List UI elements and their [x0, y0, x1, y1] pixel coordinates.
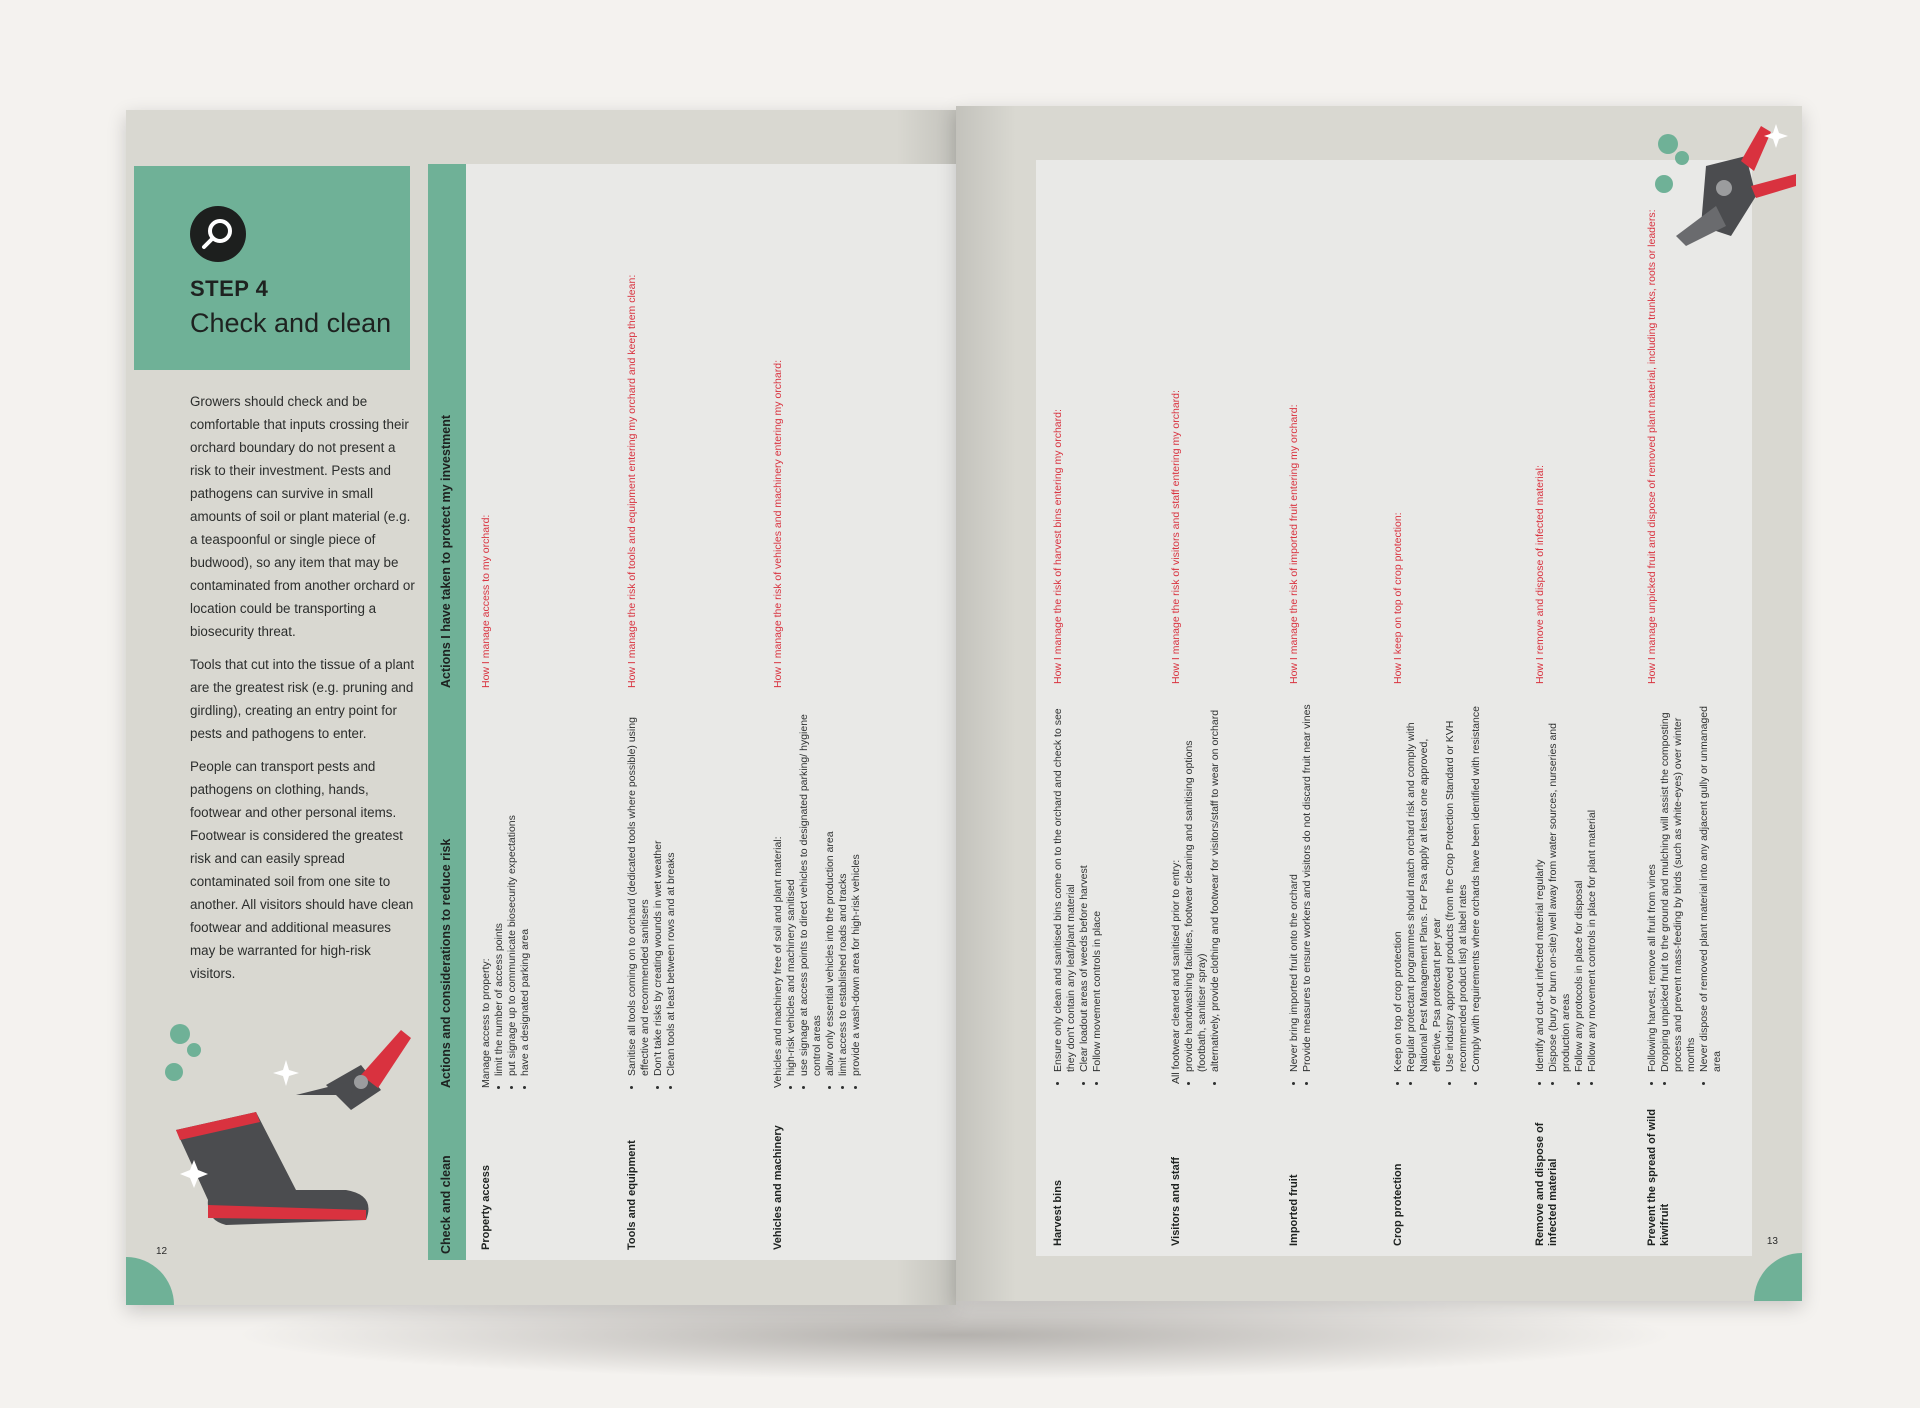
step-label: STEP 4 [190, 276, 269, 301]
row-bullet: • have a designated parking area [519, 708, 532, 1076]
row-bullet: • Regular protectant programmes should match orchard risk and comply with National Pest Management Plans. For Psa apply at least one approved, effective, Psa protectant per year [1405, 704, 1444, 1072]
row-question: How I manage the risk of imported fruit entering my orchard: [1288, 404, 1300, 684]
row-bullet: • use signage at access points to direct vehicles to designated parking/ hygiene control areas [798, 708, 824, 1076]
row-bullet: • Dropping unpicked fruit to the ground and mulching will assist the composting process and prevent mass-feeding by birds (such as white-eyes) over winter months [1659, 704, 1698, 1072]
row-bullet: • Clear loadout areas of weeds before harvest [1078, 704, 1091, 1072]
table-row [612, 164, 759, 1260]
page-number: 12 [156, 1246, 168, 1257]
row-bullet: • provide a wash-down area for high-risk vehicles [850, 708, 863, 1076]
row-bullet: • provide handwashing facilities, footwear cleaning and sanitising options (footbath, sanitiser spray) [1183, 704, 1209, 1072]
row-question: How I manage the risk of visitors and staff entering my orchard: [1170, 390, 1182, 684]
header-actions: Actions and considerations to reduce risk [439, 838, 453, 1088]
table-row [1376, 160, 1519, 1256]
intro-paragraph: Growers should check and be comfortable that inputs crossing their orchard boundary do not present a risk to their investment. Pests and pathogens can survive in small amounts of soil or plant material (e.g. a teaspoonful or single piece of budwood), so any item that may be contaminated from another orchard or location could be transporting a biosecurity threat. [190, 394, 415, 639]
pruners-illustration [1646, 116, 1796, 286]
table-row [466, 164, 613, 1260]
left-page [126, 110, 956, 1305]
row-bullet: • Don't take risks by creating wounds in wet weather [652, 708, 665, 1076]
step-title: Check and clean [190, 308, 392, 338]
row-bullet: • alternatively, provide clothing and footwear for visitors/staff to wear on orchard [1209, 704, 1222, 1072]
row-actions [1052, 704, 1104, 1084]
row-question: How I manage unpicked fruit and dispose of removed plant material, including trunks, roots or leaders: [1646, 209, 1658, 684]
row-intro: All footwear cleaned and sanitised prior to entry: [1170, 859, 1182, 1084]
checklist-table-left [428, 164, 956, 1260]
row-actions [772, 708, 863, 1088]
row-name: Vehicles and machinery [772, 1125, 784, 1250]
row-bullet: • Ensure only clean and sanitised bins come on to the orchard and check to see they don't contain any leaf/plant material [1052, 704, 1078, 1072]
page-number: 13 [1766, 1236, 1778, 1247]
intro-paragraph: People can transport pests and pathogens on clothing, hands, footwear and other personal items. Footwear is considered the greatest risk and can easily spread contaminated soil from one site to another. All visitors should have clean footwear and additional measures may be warranted for high-risk visitors. [190, 759, 414, 981]
row-bullet: • allow only essential vehicles into the production area [824, 708, 837, 1076]
corner-tab [1754, 1253, 1802, 1301]
table-row [1272, 160, 1377, 1256]
table-row [1154, 160, 1273, 1256]
row-actions [626, 708, 678, 1088]
row-name: Remove and dispose of infected material [1534, 1122, 1559, 1246]
row-bullet: • Follow any protocols in place for disposal [1573, 704, 1586, 1072]
row-bullet: • Never dispose of removed plant material into any adjacent gully or unmanaged area [1698, 704, 1724, 1072]
checklist-table-right [1036, 160, 1752, 1256]
table-row [1036, 160, 1155, 1256]
boot-pruners-illustration [146, 1020, 426, 1250]
row-question: How I manage access to my orchard: [480, 514, 492, 688]
table-row [1630, 160, 1752, 1256]
table-row [758, 164, 905, 1260]
row-actions [1170, 704, 1222, 1084]
step-header-box [134, 166, 410, 370]
right-page [956, 106, 1802, 1301]
row-actions [1392, 704, 1483, 1084]
row-name: Imported fruit [1288, 1174, 1300, 1246]
row-actions [1646, 704, 1724, 1084]
row-bullet: • Dispose (bury or burn on-site) well away from water sources, nurseries and production areas [1547, 704, 1573, 1072]
header-check-and-clean: Check and clean [439, 1155, 453, 1254]
row-question: How I keep on top of crop protection: [1392, 512, 1404, 684]
header-actions-taken: Actions I have taken to protect my investment [439, 415, 453, 688]
row-bullet: • Following harvest, remove all fruit from vines [1646, 704, 1659, 1072]
row-name: Prevent the spread of wild kiwifruit [1646, 1109, 1671, 1246]
row-name: Crop protection [1392, 1163, 1404, 1246]
row-actions [1534, 704, 1599, 1084]
row-actions [1288, 704, 1314, 1084]
row-name: Tools and equipment [626, 1140, 638, 1250]
row-bullet: • Keep on top of crop protection [1392, 704, 1405, 1072]
row-name: Visitors and staff [1170, 1156, 1182, 1246]
row-bullet: • limit the number of access points [493, 708, 506, 1076]
row-bullet: • high-risk vehicles and machinery sanitised [785, 708, 798, 1076]
row-bullet: • put signage up to communicate biosecurity expectations [506, 708, 519, 1076]
row-bullet: • Clean tools at least between rows and at breaks [665, 708, 678, 1076]
row-bullet: • Follow any movement controls in place for plant material [1586, 704, 1599, 1072]
row-name: Property access [480, 1165, 492, 1250]
table-row [1518, 160, 1631, 1256]
intro-text [190, 390, 415, 995]
table-header-column [428, 164, 466, 1260]
row-bullet: • Sanitise all tools coming on to orchard (dedicated tools where possible) using effective and recommended sanitisers [626, 708, 652, 1076]
row-bullet: • Provide measures to ensure workers and visitors do not discard fruit near vines [1301, 704, 1314, 1072]
row-bullet: • limit access to established roads and tracks [837, 708, 850, 1076]
row-question: How I manage the risk of tools and equipment entering my orchard and keep them clean: [626, 274, 638, 688]
search-icon [190, 206, 246, 262]
row-question: How I remove and dispose of infected material: [1534, 465, 1546, 684]
row-name: Harvest bins [1052, 1179, 1064, 1246]
corner-tab [126, 1257, 174, 1305]
row-bullet: • Never bring imported fruit onto the orchard [1288, 704, 1301, 1072]
row-bullet: • Follow movement controls in place [1091, 704, 1104, 1072]
row-bullet: • Use industry approved products (from the Crop Protection Standard or KVH recommended product list) at label rates [1444, 704, 1470, 1072]
gutter-shade [956, 106, 1016, 1301]
row-intro: Manage access to property: [480, 958, 492, 1088]
row-question: How I manage the risk of harvest bins entering my orchard: [1052, 409, 1064, 684]
row-bullet: • Identify and cut-out infected material regularly [1534, 704, 1547, 1072]
row-actions [480, 708, 532, 1088]
intro-paragraph: Tools that cut into the tissue of a plant are the greatest risk (e.g. pruning and girdling), creating an entry point for pests and pathogens to enter. [190, 657, 415, 741]
row-intro: Vehicles and machinery free of soil and plant material: [772, 836, 784, 1088]
row-question: How I manage the risk of vehicles and machinery entering my orchard: [772, 360, 784, 688]
table-filler [904, 164, 956, 1260]
row-bullet: • Comply with requirements where orchards have been identified with resistance [1470, 704, 1483, 1072]
